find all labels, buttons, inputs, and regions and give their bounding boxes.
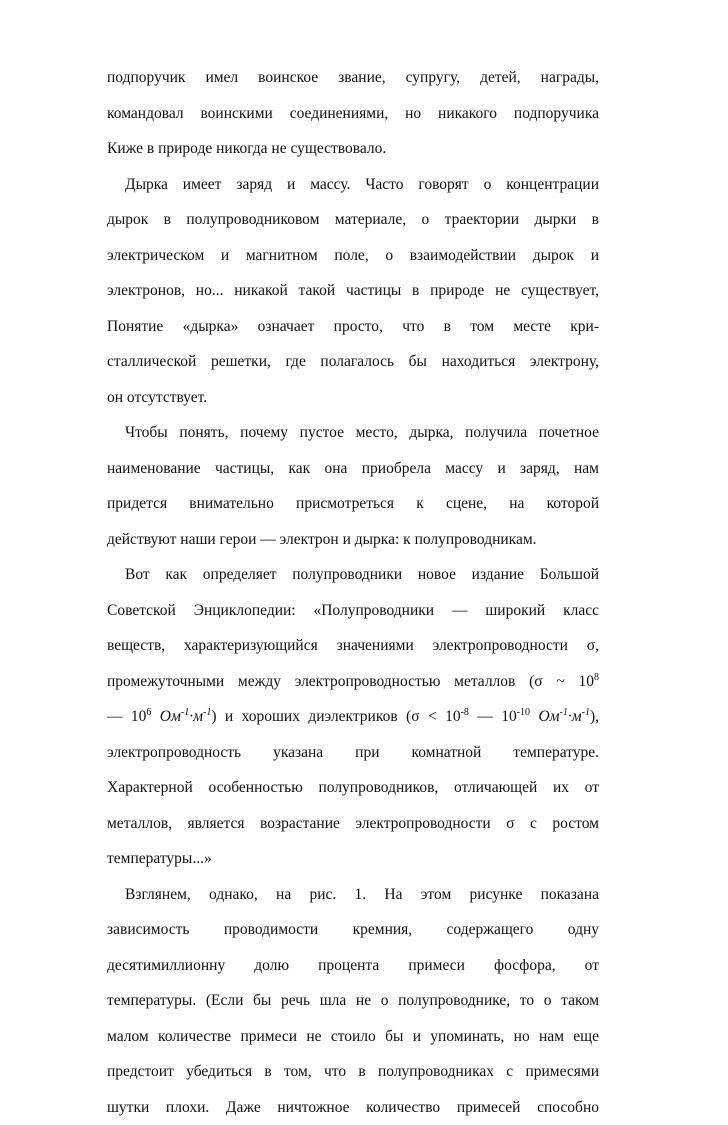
text-line: действуют наши герои — электрон и дырка: к полупроводникам. <box>107 522 599 558</box>
text-line: Взглянем, однако, на рис. 1. На этом рисунке показана <box>107 877 599 913</box>
text-line: Вот как определяет полупроводники новое издание Большой <box>107 557 599 593</box>
text-line: температуры...» <box>107 841 599 877</box>
unit-text: ·м <box>568 708 582 725</box>
formula-line <box>107 699 599 735</box>
text-line: Киже в природе никогда не существовало. <box>107 131 599 167</box>
text-line: командовал воинскими соединениями, но никакого подпоручика <box>107 96 599 132</box>
text-line: шутки плохи. Даже ничтожное количество примесей способно <box>107 1090 599 1125</box>
paragraph-4 <box>107 557 599 877</box>
paragraph-1 <box>107 60 599 167</box>
superscript: -1 <box>560 707 568 718</box>
text-line: малом количестве примеси не стоило бы и упоминать, но нам еще <box>107 1019 599 1055</box>
text-span: — 10 <box>107 708 146 725</box>
text-line: сталлической решетки, где полагалось бы находиться электрону, <box>107 344 599 380</box>
text-line: зависимость проводимости кремния, содержащего одну <box>107 912 599 948</box>
text-span: — 10 <box>469 708 517 725</box>
text-line: подпоручик имел воинское звание, супругу, детей, награды, <box>107 60 599 96</box>
text-line: он отсутствует. <box>107 380 599 416</box>
document-page <box>107 60 599 1125</box>
text-line-with-superscript <box>107 664 599 700</box>
superscript: -1 <box>582 707 590 718</box>
text-line: электронов, но... никакой такой частицы в природе не существует, <box>107 273 599 309</box>
text-line: наименование частицы, как она приобрела массу и заряд, нам <box>107 451 599 487</box>
unit-text: ·м <box>189 708 203 725</box>
text-span: промежуточными между электропроводностью металлов (σ ~ 10 <box>107 673 594 690</box>
text-line: Характерной особенностью полупроводников, отличающей их от <box>107 770 599 806</box>
text-line: десятимиллионну долю процента примеси фосфора, от <box>107 948 599 984</box>
superscript: 8 <box>594 672 599 683</box>
text-line: Дырка имеет заряд и массу. Часто говорят о концентрации <box>107 167 599 203</box>
text-line: Понятие «дырка» означает просто, что в том месте кри- <box>107 309 599 345</box>
text-line: веществ, характеризующийся значениями электропроводности σ, <box>107 628 599 664</box>
superscript: -10 <box>517 707 530 718</box>
unit-text: Ом <box>160 708 181 725</box>
text-line: Чтобы понять, почему пустое место, дырка, получила почетное <box>107 415 599 451</box>
text-line: дырок в полупроводниковом материале, о траектории дырки в <box>107 202 599 238</box>
text-line: Советской Энциклопедии: «Полупроводники — широкий класс <box>107 593 599 629</box>
paragraph-2 <box>107 167 599 416</box>
text-line: температуры. (Если бы речь шла не о полупроводнике, то о таком <box>107 983 599 1019</box>
unit-text: Ом <box>538 708 559 725</box>
superscript: -8 <box>461 707 469 718</box>
superscript: -1 <box>203 707 211 718</box>
text-line: электрическом и магнитном поле, о взаимодействии дырок и <box>107 238 599 274</box>
superscript: 6 <box>146 707 151 718</box>
text-line: предстоит убедиться в том, что в полупроводниках с примесями <box>107 1054 599 1090</box>
paragraph-3 <box>107 415 599 557</box>
text-span: ) и хороших диэлектриков (σ < 10 <box>211 708 460 725</box>
text-line: электропроводность указана при комнатной температуре. <box>107 735 599 771</box>
text-line: металлов, является возрастание электропроводности σ с ростом <box>107 806 599 842</box>
superscript: -1 <box>181 707 189 718</box>
text-span: ), <box>590 708 599 725</box>
paragraph-5 <box>107 877 599 1125</box>
text-line: придется внимательно присмотреться к сцене, на которой <box>107 486 599 522</box>
